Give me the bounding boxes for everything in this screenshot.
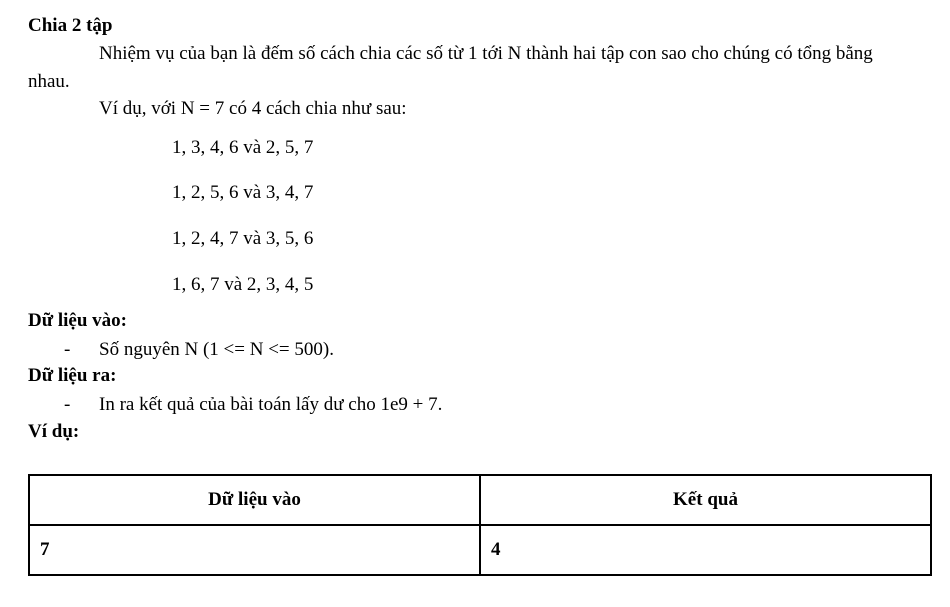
sample-input-cell: 7: [29, 525, 480, 575]
problem-description-line2: nhau.: [28, 71, 70, 92]
table-header-row: [29, 475, 931, 525]
sample-output-cell: 4: [480, 525, 931, 575]
problem-description-line1: Nhiệm vụ của bạn là đếm số cách chia các số từ 1 tới N thành hai tập con sao cho chúng có tổng bằng: [99, 43, 873, 64]
table-row: [29, 525, 931, 575]
problem-title: Chia 2 tập: [28, 15, 113, 36]
sample-io-table: [28, 474, 932, 576]
input-column-header: Dữ liệu vào: [29, 475, 480, 525]
example-heading: Ví dụ:: [28, 421, 80, 442]
output-bullet: -: [64, 394, 71, 415]
input-heading: Dữ liệu vào:: [28, 310, 128, 331]
output-column-header: Kết quả: [480, 475, 931, 525]
partition-example: 1, 2, 5, 6 và 3, 4, 7: [172, 182, 314, 203]
partition-example: 1, 3, 4, 6 và 2, 5, 7: [172, 137, 314, 158]
input-description: Số nguyên N (1 <= N <= 500).: [99, 339, 334, 360]
partition-example: 1, 2, 4, 7 và 3, 5, 6: [172, 228, 314, 249]
output-heading: Dữ liệu ra:: [28, 365, 117, 386]
output-description: In ra kết quả của bài toán lấy dư cho 1e9 + 7.: [99, 394, 443, 415]
input-bullet: -: [64, 339, 71, 360]
partition-example: 1, 6, 7 và 2, 3, 4, 5: [172, 274, 314, 295]
example-intro: Ví dụ, với N = 7 có 4 cách chia như sau:: [99, 98, 407, 119]
